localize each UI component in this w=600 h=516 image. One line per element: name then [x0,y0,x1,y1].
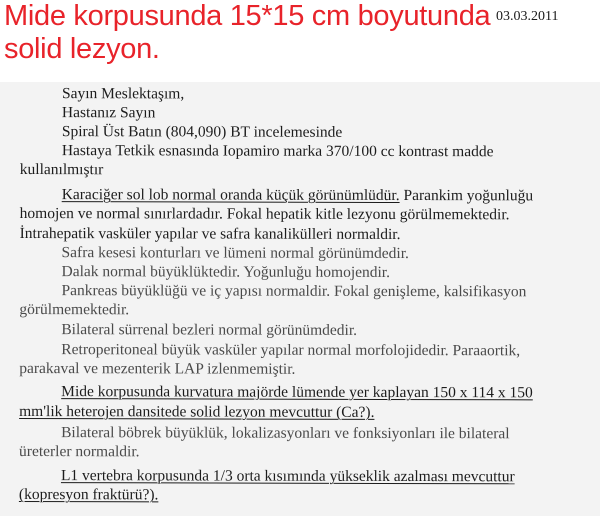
liver-line-2: homojen ve normal sınırlardadır. Fokal hepatik kitle lezyonu görülmemektedir. [19,204,510,224]
retroperitoneal-line-1: Retroperitoneal büyük vasküler yapılar normal morfolojidedir. Paraaortik, [61,341,521,360]
exam-line: Spiral Üst Batın (804,090) BT incelemesinde [61,123,343,141]
liver-line-1-rest: Parankim yoğunluğu [399,186,534,205]
headline-line-1: Mide korpusunda 15*15 cm boyutunda [4,0,491,32]
report-date: 03.03.2011 [496,9,559,24]
pancreas-line-2: görülmemektedir. [19,300,130,319]
stomach-finding-line-2: mm'lik heterojen dansitede solid lezyon mevcuttur (Ca?). [19,402,375,421]
spleen-line: Dalak normal büyüklüktedir. Yoğunluğu homojendir. [61,263,391,281]
headline [4,0,490,66]
contrast-line-2: kullanılmıştır [19,160,104,179]
pancreas-line-1: Pankreas büyüklüğü ve iç yapısı normaldir. Fokal genişleme, kalsifikasyon [61,282,527,301]
adrenal-line: Bilateral sürrenal bezleri normal görünümdedir. [61,321,358,339]
kidney-line-2: üreterler normaldir. [19,442,140,461]
liver-line-3: İntrahepatik vasküler yapılar ve safra kanalikülleri normaldir. [19,224,401,243]
vertebra-finding-line-1: L1 vertebra korpusunda 1/3 orta kısımında yükseklik azalması mevcuttur [60,467,515,486]
vertebra-finding-line-2: (kopresyon fraktürü?). [18,485,159,504]
liver-line-1 [62,185,533,206]
contrast-line-1: Hastaya Tetkik esnasında Iopamiro marka 370/100 cc kontrast madde [61,142,494,161]
stomach-finding-line-1: Mide korpusunda kurvatura majörde lümende yer kaplayan 150 x 114 x 150 [61,383,533,402]
liver-finding-underlined: Karaciğer sol lob normal oranda küçük görünümlüdür. [61,186,400,204]
salutation-line-2: Hastanız Sayın [61,104,156,122]
kidney-line-1: Bilateral böbrek büyüklük, lokalizasyonları ve fonksiyonları ile bilateral [61,424,510,443]
retroperitoneal-line-2: parakaval ve mezenterik LAP izlenmemiştir. [19,359,296,378]
salutation-line-1: Sayın Meslektaşım, [61,85,185,103]
headline-line-2: solid lezyon. [4,33,160,65]
gallbladder-line: Safra kesesi konturları ve lümeni normal görünümdedir. [61,244,409,263]
